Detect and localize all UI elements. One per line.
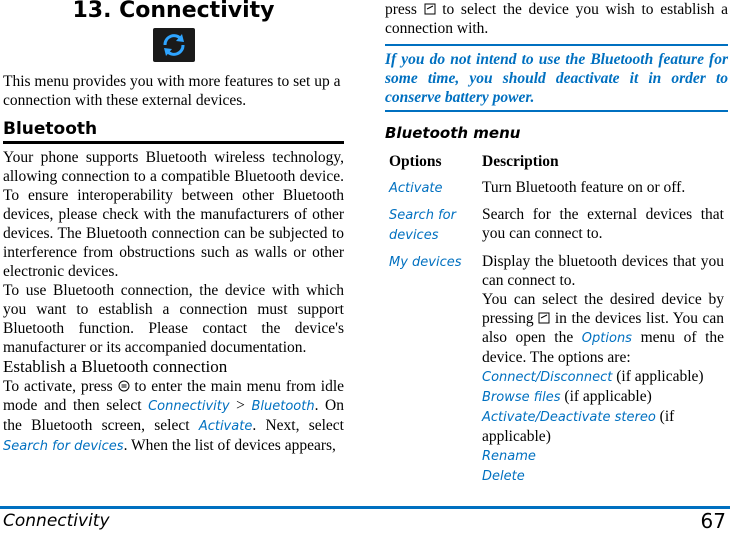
activate-ref: Activate (198, 419, 253, 434)
connectivity-icon (153, 28, 195, 62)
options-ref: Options (581, 331, 632, 346)
list-item: Browse files (if applicable) (482, 388, 652, 405)
option-my-devices: My devices (389, 255, 462, 270)
options-table (385, 152, 728, 486)
option-activate: Activate (389, 181, 443, 196)
search-devices-ref: Search for devices (3, 439, 124, 454)
option-search: Search for devices (389, 208, 456, 243)
footer-section: Connectivity (3, 511, 110, 531)
desc-search: Search for the external devices that you can connect to. (482, 206, 724, 242)
connectivity-ref: Connectivity (148, 399, 230, 414)
softkey-icon (424, 3, 436, 15)
bluetooth-paragraph-2: To use Bluetooth connection, the device with which you want to establish a connection must support Bluetooth function. Please contact the device's manufacturer or its accompanied documentation. (3, 282, 344, 356)
header-description: Description (482, 153, 559, 170)
table-row (385, 252, 728, 486)
bluetooth-paragraph-1: Your phone supports Bluetooth wireless technology, allowing connection to a compatible Bluetooth device. To ensure interoperability between other Bluetooth devices, please check with the manufacturers of other devices. The Bluetooth connection can be subjected to interference from obstructions such as walls or other electronic devices. (3, 149, 344, 280)
page-number: 67 (700, 509, 726, 533)
left-column (3, 0, 344, 456)
bluetooth-ref: Bluetooth (251, 399, 315, 414)
desc-activate: Turn Bluetooth feature on or off. (482, 179, 686, 196)
header-options: Options (389, 153, 442, 170)
list-item: Activate/Deactivate stereo (if applicable) (482, 408, 675, 445)
table-header-row (385, 152, 728, 178)
section-title: Bluetooth (3, 119, 344, 144)
list-item: Delete (482, 469, 525, 484)
right-column (385, 0, 728, 486)
list-item: Connect/Disconnect (if applicable) (482, 368, 704, 385)
subsection-title: Establish a Bluetooth connection (3, 357, 228, 376)
menu-key-icon (118, 380, 130, 392)
chapter-title: 13. Connectivity (72, 0, 275, 23)
menu-title: Bluetooth menu (385, 124, 521, 142)
table-row (385, 178, 728, 205)
establish-paragraph-cont: press to select the device you wish to establish a connection with. (385, 1, 728, 37)
intro-text: This menu provides you with more features to set up a connection with these external devices. (3, 73, 341, 109)
table-row (385, 205, 728, 252)
footer-rule (0, 506, 730, 509)
list-item: Rename (482, 449, 536, 464)
battery-note: If you do not intend to use the Bluetooth feature for some time, you should deactivate it in order to conserve battery power. (385, 44, 728, 112)
softkey-icon (538, 312, 550, 324)
desc-my-devices: Display the bluetooth devices that you can connect to. You can select the desired device by pressing in the devices list. You can also open the Options menu of the device. The options are: Connect/Disconnect (if applicable) Browse files (if applicable) Activate/Deactivate stereo (if applicable) Rename Delete (482, 253, 725, 484)
establish-paragraph: To activate, press to enter the main menu from idle mode and then select Connectivity > Bluetooth. On the Bluetooth screen, select Activate. Next, select Search for devices. When the list of devices appears, (3, 378, 345, 454)
